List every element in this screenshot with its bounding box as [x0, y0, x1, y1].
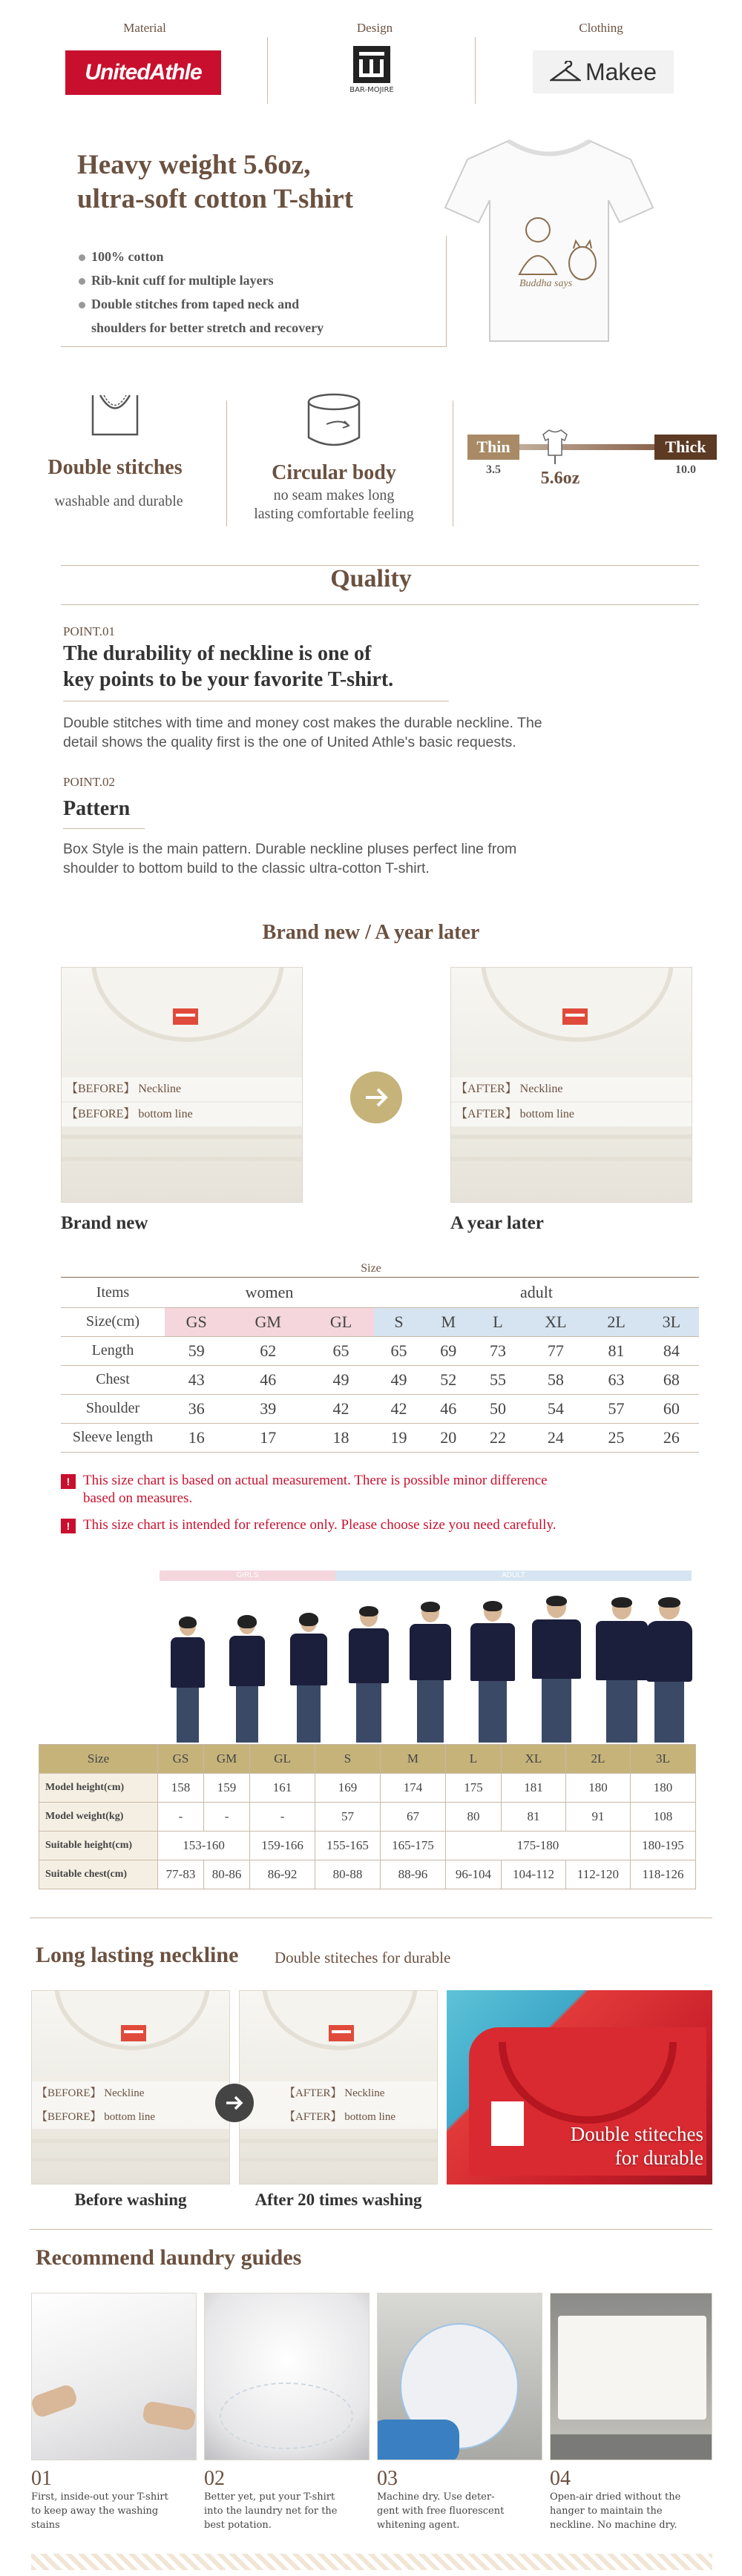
table-row: Model height(cm) 158 159 161 169 174 175 181 180 180	[39, 1774, 696, 1803]
laundry-step-photo-2	[204, 2293, 370, 2460]
shirt-print-text: Buddha says	[519, 278, 573, 289]
arrow-right-icon	[350, 1071, 402, 1123]
size-cell: S	[374, 1307, 424, 1336]
makee-logo: Makee	[533, 50, 674, 93]
brand-new-caption: Brand new	[61, 1213, 148, 1233]
model-figure	[467, 1601, 519, 1743]
warning-icon: !	[61, 1519, 76, 1533]
model-figure	[167, 1616, 209, 1743]
bullet-icon	[79, 278, 85, 285]
double-stitch-icon	[89, 392, 141, 436]
weight-value: 5.6oz	[540, 469, 580, 488]
united-athle-logo: UnitedAthle	[65, 50, 221, 95]
neckline-subheading: Double stiteches for durable	[275, 1949, 451, 1966]
laundry-step-4: 04 Open-air dried without the hanger to maintain the neckline. No machine dry.	[550, 2467, 681, 2531]
table-row: Shoulder 36 39 42 42 46 50 54 57 60	[61, 1394, 699, 1423]
items-header: Items	[61, 1278, 165, 1307]
girls-bar: GIRLS	[160, 1571, 335, 1581]
durable-overlay-text: Double stiteches for durable	[570, 2123, 703, 2169]
point1-body: Double stitches with time and money cost makes the durable neckline. The detail shows the quality first is the one of United Athle's basic requests.	[63, 715, 542, 750]
year-later-caption: A year later	[450, 1213, 544, 1233]
model-figure	[593, 1597, 651, 1743]
feature-item: Double stitches from taped neck and	[79, 292, 324, 316]
feature-item: Rib-knit cuff for multiple layers	[79, 268, 324, 292]
bullet-icon	[79, 254, 85, 261]
model-figure	[225, 1615, 269, 1743]
laundry-step-1: 01 First, inside-out your T-shirt to keep away the washing stains	[31, 2467, 168, 2531]
circular-body-title: Circular body	[272, 461, 396, 484]
footer-pattern	[31, 2554, 712, 2570]
size-cell: M	[424, 1307, 473, 1336]
after-wash-bottom-label: 【AFTER】 bottom line	[240, 2105, 437, 2129]
model-figure	[529, 1596, 584, 1743]
laundry-step-2: 02 Better yet, put your T-shirt into the laundry net for the best potation.	[204, 2467, 338, 2531]
before-wash-neck-label: 【BEFORE】 Neckline	[32, 2081, 229, 2105]
model-figure	[345, 1606, 393, 1743]
after-wash-neck-label: 【AFTER】 Neckline	[240, 2081, 437, 2105]
laundry-step-photo-4	[550, 2293, 712, 2460]
thin-value: 3.5	[486, 463, 501, 476]
after-bottom-label: 【AFTER】 bottom line	[451, 1103, 692, 1126]
thick-badge: Thick	[654, 435, 717, 460]
laundry-step-photo-3	[377, 2293, 542, 2460]
hero-title: Heavy weight 5.6oz, ultra-soft cotton T-shirt	[77, 150, 354, 214]
laundry-heading: Recommend laundry guides	[36, 2245, 302, 2270]
brand-new-photo	[61, 967, 303, 1203]
size-cell: 2L	[588, 1307, 643, 1336]
double-stitch-title: Double stitches	[47, 456, 183, 479]
table-row: Chest 43 46 49 49 52 55 58 63 68	[61, 1365, 699, 1394]
point2-title: Pattern	[63, 797, 131, 820]
after-washing-caption: After 20 times washing	[255, 2190, 422, 2209]
before-bottom-label: 【BEFORE】 bottom line	[62, 1103, 302, 1126]
table-row: Suitable chest(cm) 77-83 80-86 86-92 80-88 88-96 96-104 104-112 112-120 118-126	[39, 1860, 696, 1889]
thick-value: 10.0	[675, 463, 696, 476]
hanger-icon	[550, 61, 581, 83]
double-stitch-sub: washable and durable	[54, 493, 183, 509]
feature-item: 100% cotton	[79, 245, 324, 268]
thin-badge: Thin	[467, 435, 519, 460]
design-label: Design	[356, 21, 393, 35]
size-cell: 3L	[644, 1307, 699, 1336]
feature-item: shoulders for better stretch and recovery	[91, 320, 324, 335]
compare-heading: Brand new / A year later	[262, 921, 480, 944]
point1-title: The durability of neckline is one of key points to be your favorite T-shirt.	[63, 642, 394, 691]
brand-header	[0, 0, 742, 119]
warning-icon: !	[61, 1474, 76, 1489]
size-cell: L	[473, 1307, 523, 1336]
before-washing-photo	[31, 1990, 230, 2184]
clothing-label: Clothing	[579, 21, 623, 35]
table-row: Model weight(kg) - - - 57 67 80 81 91 108	[39, 1803, 696, 1832]
before-wash-bottom-label: 【BEFORE】 bottom line	[32, 2105, 229, 2129]
circular-body-icon	[304, 392, 364, 451]
size-cell: GM	[228, 1307, 308, 1336]
weight-scale	[467, 423, 720, 489]
women-header: women	[165, 1278, 374, 1307]
hero-features-box	[61, 236, 447, 347]
before-washing-caption: Before washing	[74, 2190, 187, 2209]
design-logo-icon	[353, 46, 390, 83]
tshirt-image	[438, 126, 660, 349]
bullet-icon	[79, 302, 85, 308]
neckline-heading: Long lasting neckline	[36, 1943, 239, 1967]
after-neckline-label: 【AFTER】 Neckline	[451, 1077, 692, 1101]
table-row: Sleeve length 16 17 18 19 20 22 24 25 26	[61, 1423, 699, 1452]
table-row: Length 59 62 65 65 69 73 77 81 84	[61, 1336, 699, 1365]
year-later-photo	[450, 967, 692, 1203]
size-table	[61, 1278, 699, 1453]
size-cell: XL	[522, 1307, 588, 1336]
point1-tag: POINT.01	[63, 624, 116, 638]
durable-stitch-photo	[447, 1990, 712, 2184]
point2-body: Box Style is the main pattern. Durable neckline pluses perfect line from shoulder to bottom build to the classic ultra-cotton T-shirt.	[63, 841, 517, 876]
size-cell: GL	[308, 1307, 374, 1336]
model-size-label: Size	[39, 1745, 158, 1774]
size-note-2: ! This size chart is intended for reference only. Please choose size you need carefully.	[61, 1517, 556, 1533]
after-washing-photo	[239, 1990, 438, 2184]
table-row: Suitable height(cm) 153-160 159-166 155-165 165-175 175-180 180-195	[39, 1832, 696, 1860]
point2-tag: POINT.02	[63, 775, 116, 789]
model-figure	[286, 1613, 332, 1743]
quality-heading: Quality	[330, 565, 412, 592]
size-cm-label: Size(cm)	[61, 1307, 165, 1336]
model-figure	[645, 1597, 694, 1743]
model-table: Size GS GM GL S M L XL 2L 3L Model height(cm) 158 159 161 169 174 175 181 180 180 Model weight(kg) - - - 57 67 80 81 91 108 Suitable height(cm) 153-160 159-166 155-165 165-175 175-180 180-195 Suitable chest(cm) 77-83 80-86 86-92 80-88 88-96 96-104 104-112 112-120 118-126	[39, 1744, 696, 1889]
size-note-1: ! This size chart is based on actual measurement. There is possible minor difference based on measures.	[61, 1472, 548, 1507]
tshirt-marker-icon	[542, 429, 568, 466]
material-label: Material	[123, 21, 166, 35]
laundry-step-3: 03 Machine dry. Use deter- gent with free fluorescent whitening agent.	[377, 2467, 505, 2531]
arrow-right-icon	[215, 2084, 254, 2122]
laundry-step-photo-1	[31, 2293, 197, 2460]
size-caption: Size	[361, 1262, 381, 1275]
circular-body-sub: no seam makes long lasting comfortable feeling	[254, 487, 414, 522]
before-neckline-label: 【BEFORE】 Neckline	[62, 1077, 302, 1101]
size-cell: GS	[165, 1307, 228, 1336]
adult-bar: ADULT	[335, 1571, 692, 1581]
adult-header: adult	[374, 1278, 699, 1307]
model-figure	[406, 1602, 455, 1743]
models-photo	[160, 1594, 694, 1743]
design-logo-caption: BAR-MOJIRE	[349, 86, 394, 94]
